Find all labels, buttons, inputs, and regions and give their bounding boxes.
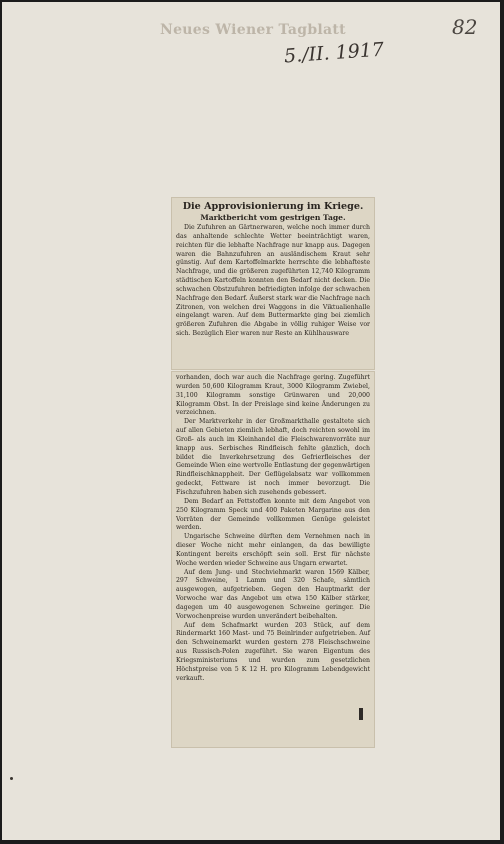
article-body-lower (176, 374, 370, 684)
pin-mark (359, 708, 363, 720)
article-paragraph: Auf dem Schafmarkt wurden 203 Stück, auf dem Rindermarkt 160 Mast- und 75 Beinlrinder aufgetrieben. Auf den Schweinemarkt wurden gestern 278 Fleischschweine aus Russisch-Polen zugeführt. Sie waren Eigentum des Kriegsministeriums und wurden zum gesetzlichen Höchstpreise von 5 K 12 H. pro Kilogramm Lebendgewicht verkauft. (176, 621, 370, 682)
handwritten-page-number: 82 (452, 15, 478, 39)
article-subheadline: Marktbericht vom gestrigen Tage. (200, 213, 346, 222)
clipping-lower (172, 372, 374, 747)
article-headline: Die Approvisionierung im Kriege. (182, 201, 364, 212)
paper-spot (10, 777, 13, 780)
article-paragraph: Die Zufuhren an Gärtnerwaren, welche noch immer durch das anhaltende schlechte Wetter beeinträchtigt waren, reichten für die lebhafte Nachfrage nur knapp aus. Dagegen waren die Bahnzufuhren an ausländischem Kraut sehr günstig. Auf dem Kartoffelmarkte herrschte die lebhafteste Nachfrage, und die größeren zugeführten 12,740 Kilogramm städtischen Kartoffeln konnten den Bedarf nicht decken. Die schwachen Obstzufuhren befriedigten infolge der schwachen Nachfrage den Bedarf. Äußerst stark war die Nachfrage nach Zitronen, von welchen drei Waggons in die Viktualienhalle eingelangt waren. Auf dem Buttermarkte ging bei ziemlich größeren Zufuhren die Abgabe in völlig ruhiger Weise vor sich. Bezüglich Eier waren nur Reste an Kühlhausware (176, 224, 371, 338)
article-body-upper (176, 224, 370, 339)
article-paragraph: Der Marktverkehr in der Großmarkthalle gestaltete sich auf allen Gebieten ziemlich lebhaft, doch reichten sowohl im Groß- als auch im Kleinhandel die Fleischwarenvorräte nur knapp aus. Serbisches Rindfleisch fehlte gänzlich, doch bildet die Inverkehrsetzung des Gefrierfleisches der Gemeinde Wien eine wertvolle Entlastung der gegenwärtigen Rindfleischknappheit. Der Geflügelabsatz war vollkommen gedeckt, Fettware ist noch immer bevorzugt. Die Fischzufuhren haben sich zusehends gebessert. (176, 418, 371, 496)
handwritten-date: 5./II. 1917 (283, 38, 385, 68)
article-paragraph: Auf dem Jung- und Stechviehmarkt waren 1569 Kälber, 297 Schweine, 1 Lamm und 320 Schafe, sämtlich ausgewogen, aufgetrieben. Gegen den Hauptmarkt der Vorwoche war das Angebot um etwa 150 Kälber stärker, dagegen um 40 ausgewogenen Schweine geringer. Die Vorwochenpreise wurden unverändert beibehalten. (176, 568, 370, 620)
clipping-upper (172, 198, 374, 369)
article-paragraph: Dem Bedarf an Fettstoffen konnte mit dem Angebot von 250 Kilogramm Speck und 400 Paketen Margarine aus den Vorräten der Gemeinde vollkommen Genüge geleistet werden. (176, 497, 370, 532)
newspaper-stamp: Neues Wiener Tagblatt (160, 22, 346, 38)
article-paragraph: vorhanden, doch war auch die Nachfrage gering. Zugeführt wurden 50,600 Kilogramm Kraut, 3000 Kilogramm Zwiebel, 31,100 Kilogramm sonstige Grünwaren und 20,000 Kilogramm Obst. In der Preislage sind keine Änderungen zu verzeichnen. (176, 374, 370, 417)
article-paragraph: Ungarische Schweine dürften dem Vernehmen nach in dieser Woche nicht mehr einlangen, da das bewilligte Kontingent bereits erschöpft sein soll. Erst für nächste Woche werden wieder Schweine aus Ungarn erwartet. (176, 533, 370, 567)
archive-sheet (2, 2, 500, 840)
